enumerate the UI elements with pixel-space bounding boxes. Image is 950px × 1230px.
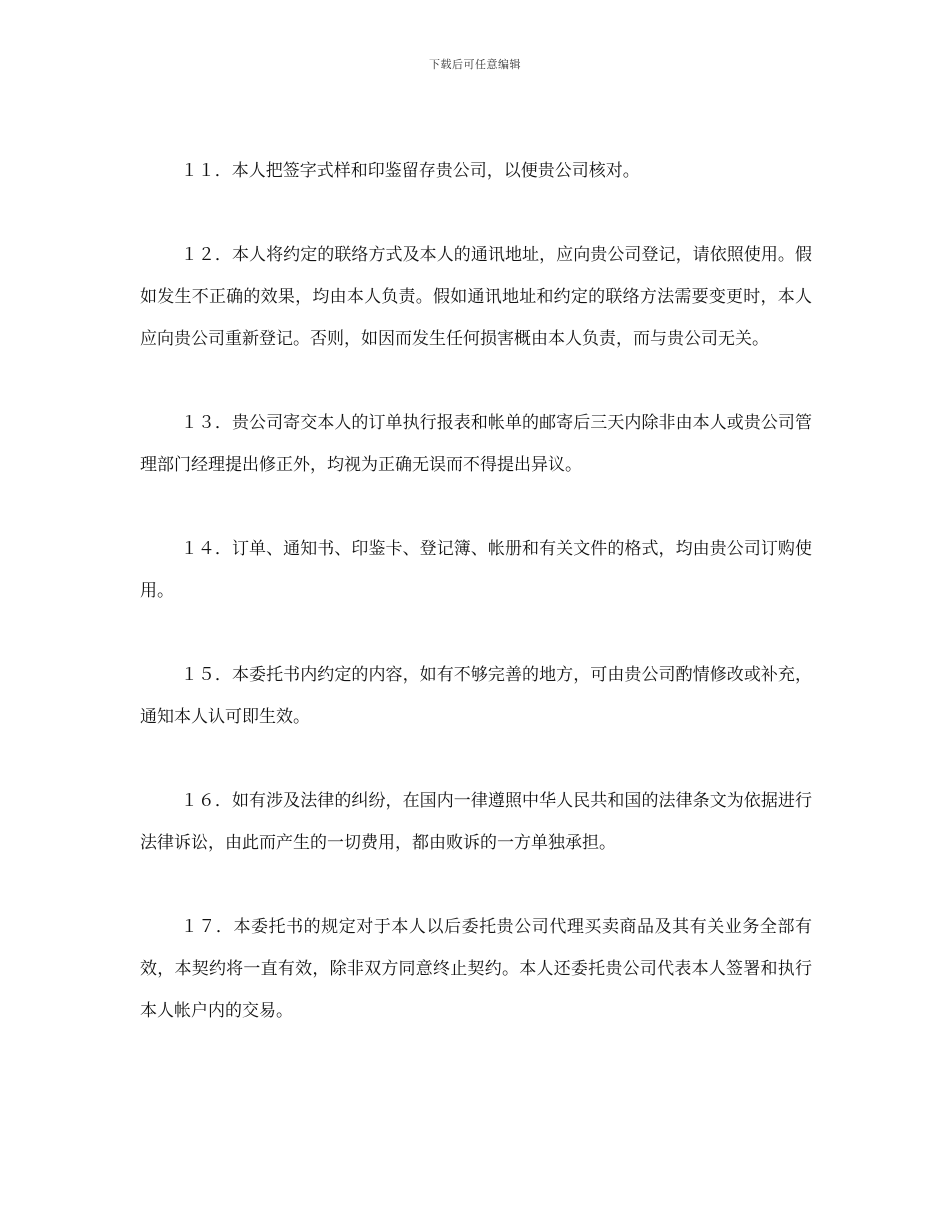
document-body <box>140 150 812 1074</box>
clause-13: １３．贵公司寄交本人的订单执行报表和帐单的邮寄后三天内除非由本人或贵公司管理部门经理提出修正外，均视为正确无误而不得提出异议。 <box>140 413 812 475</box>
clause-14: １４．订单、通知书、印鉴卡、登记簿、帐册和有关文件的格式，均由贵公司订购使用。 <box>140 539 812 601</box>
clause-12: １２．本人将约定的联络方式及本人的通讯地址，应向贵公司登记，请依照使用。假如发生不正确的效果，均由本人负责。假如通讯地址和约定的联络方法需要变更时，本人应向贵公司重新登记。否则，如因而发生任何损害概由本人负责，而与贵公司无关。 <box>140 245 812 349</box>
clause-16: １６．如有涉及法律的纠纷，在国内一律遵照中华人民共和国的法律条文为依据进行法律诉讼，由此而产生的一切费用，都由败诉的一方单独承担。 <box>140 791 812 853</box>
clause-17: １７．本委托书的规定对于本人以后委托贵公司代理买卖商品及其有关业务全部有效，本契约将一直有效，除非双方同意终止契约。本人还委托贵公司代表本人签署和执行本人帐户内的交易。 <box>140 917 812 1021</box>
clause-15: １５．本委托书内约定的内容，如有不够完善的地方，可由贵公司酌情修改或补充，通知本人认可即生效。 <box>140 665 812 727</box>
page-header: 下载后可任意编辑 <box>429 58 521 71</box>
clause-11: １１．本人把签字式样和印鉴留存贵公司，以便贵公司核对。 <box>180 161 640 181</box>
